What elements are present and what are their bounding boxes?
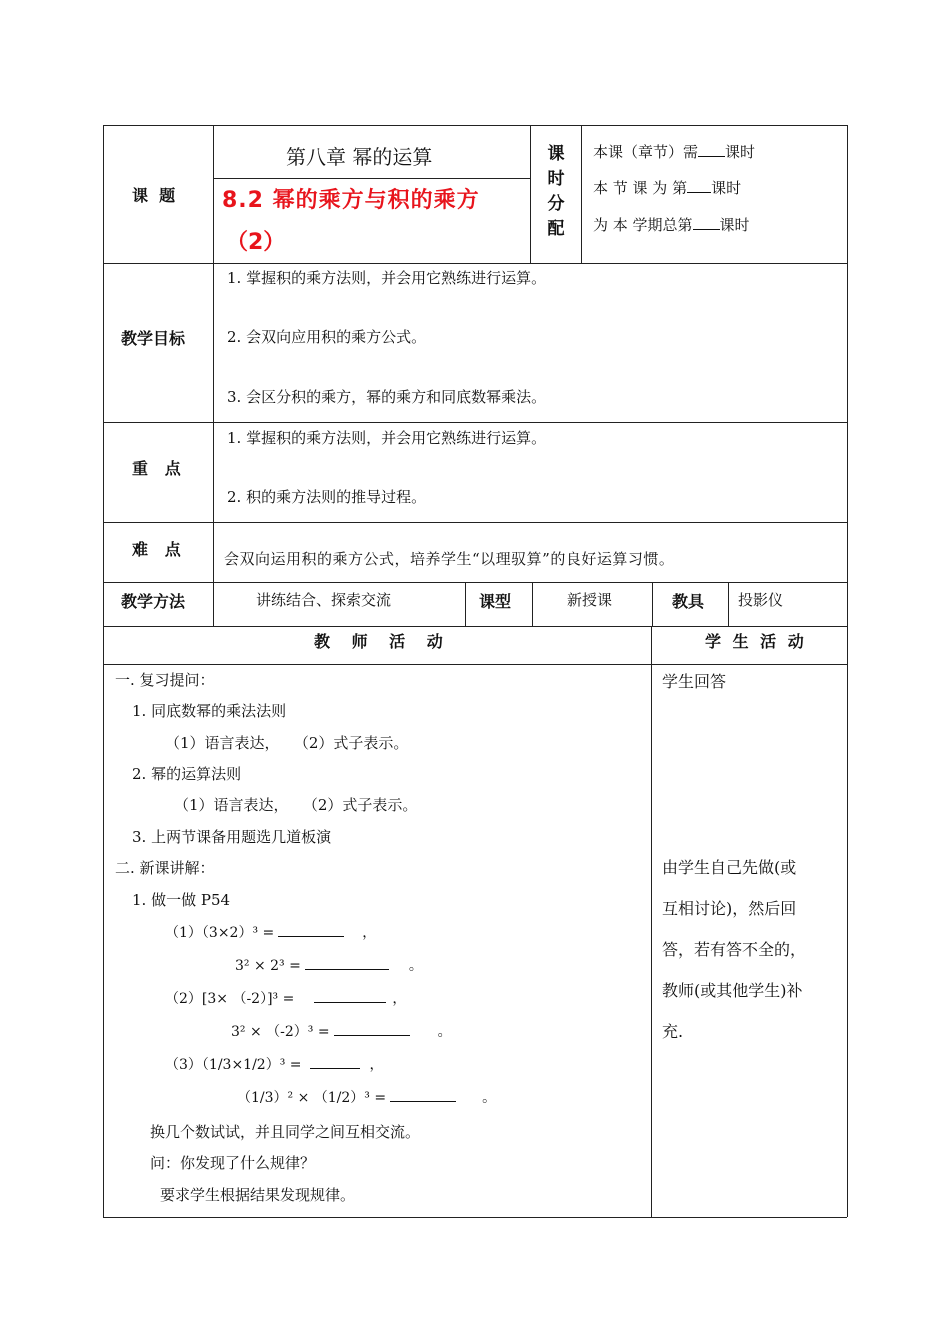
exercise-text: （1）（3×2）³ = bbox=[165, 925, 275, 941]
objective-item: 3. 会区分积的乘方，幂的乘方和同底数幂乘法。 bbox=[227, 388, 547, 406]
teacher-line: 3. 上两节课备用题选几道板演 bbox=[132, 828, 332, 846]
teacher-line: 换几个数试试，并且同学之间互相交流。 bbox=[150, 1123, 421, 1141]
section-title-line1: 8.2 幂的乘方与积的乘方 bbox=[222, 188, 480, 213]
chapter-title: 第八章 幂的运算 bbox=[286, 145, 433, 169]
activity-col-line bbox=[651, 626, 652, 1217]
time-line-2 bbox=[593, 177, 741, 198]
teacher-line: 2. 幂的运算法则 bbox=[132, 765, 242, 783]
method-col-line-3 bbox=[652, 582, 653, 626]
answer-blank bbox=[305, 955, 389, 970]
exercise-text: （1/3）² × （1/2）³ = bbox=[237, 1090, 387, 1106]
time-allocation-label: 课时分配 bbox=[547, 144, 565, 239]
time-line-3 bbox=[593, 214, 750, 235]
time-line-1 bbox=[593, 141, 755, 162]
exercise-punct: ， bbox=[369, 1057, 384, 1073]
student-note-line: 充. bbox=[662, 1022, 684, 1041]
exercise-punct: 。 bbox=[408, 958, 423, 974]
table-line-6 bbox=[103, 664, 847, 665]
table-border-bottom bbox=[103, 1217, 847, 1218]
title-col-right bbox=[530, 125, 531, 263]
time-line-3-text: 为 本 学期总第 bbox=[593, 216, 693, 234]
key-points-label: 重 点 bbox=[132, 459, 181, 478]
student-note-line: 答，若有答不全的， bbox=[662, 940, 807, 959]
exercise-line bbox=[165, 922, 376, 942]
time-line-2-unit: 课时 bbox=[711, 179, 742, 197]
blank bbox=[693, 215, 720, 230]
table-border-top bbox=[103, 125, 847, 126]
answer-blank bbox=[310, 1054, 360, 1069]
table-line-1 bbox=[103, 263, 847, 264]
blank bbox=[687, 178, 711, 193]
method-value: 讲练结合、探索交流 bbox=[256, 591, 392, 609]
teacher-line: 二. 新课讲解： bbox=[115, 859, 215, 877]
teacher-line: 一. 复习提问： bbox=[115, 671, 215, 689]
table-line-2 bbox=[103, 422, 847, 423]
teacher-line: 1. 做一做 P54 bbox=[132, 891, 231, 909]
teacher-line: 要求学生根据结果发现规律。 bbox=[160, 1186, 356, 1204]
exercise-line bbox=[237, 1087, 496, 1107]
method-col-line-1 bbox=[465, 582, 466, 626]
student-answer: 学生回答 bbox=[662, 672, 727, 691]
exercise-line bbox=[235, 955, 423, 975]
exercise-line bbox=[165, 1054, 384, 1074]
student-activity-header: 学 生 活 动 bbox=[705, 632, 807, 651]
student-note-line: 互相讨论)，然后回 bbox=[662, 899, 797, 918]
exercise-text: 3² × （-2）³ = bbox=[231, 1024, 330, 1040]
student-note-line: 教师(或其他学生)补 bbox=[662, 981, 803, 1000]
objective-item: 1. 掌握积的乘方法则，并会用它熟练进行运算。 bbox=[227, 269, 547, 287]
method-col-line-4 bbox=[728, 582, 729, 626]
exercise-text: （2）[3× （-2）]³ = bbox=[165, 991, 295, 1007]
alloc-col-right bbox=[581, 125, 582, 263]
teacher-activity-header: 教 师 活 动 bbox=[314, 632, 451, 651]
key-point-item: 2. 积的乘方法则的推导过程。 bbox=[227, 488, 427, 506]
teacher-line: （1）语言表达， （2）式子表示。 bbox=[165, 734, 409, 752]
title-divider bbox=[213, 178, 530, 179]
label-column-line bbox=[213, 125, 214, 626]
exercise-punct: 。 bbox=[437, 1024, 452, 1040]
difficulty-text: 会双向运用积的乘方公式，培养学生“以理驭算”的良好运算习惯。 bbox=[224, 550, 675, 568]
answer-blank bbox=[314, 988, 386, 1003]
exercise-line bbox=[231, 1021, 452, 1041]
answer-blank bbox=[334, 1021, 410, 1036]
exercise-text: 3² × 2³ = bbox=[235, 958, 301, 974]
student-note-line: 由学生自己先做(或 bbox=[662, 858, 797, 877]
tools-label: 教具 bbox=[672, 592, 705, 611]
objective-item: 2. 会双向应用积的乘方公式。 bbox=[227, 328, 427, 346]
answer-blank bbox=[278, 922, 344, 937]
answer-blank bbox=[390, 1087, 456, 1102]
exercise-punct: ， bbox=[392, 991, 407, 1007]
time-line-1-unit: 课时 bbox=[725, 143, 756, 161]
difficulty-label: 难 点 bbox=[132, 540, 181, 559]
exercise-punct: 。 bbox=[482, 1090, 497, 1106]
time-line-3-unit: 课时 bbox=[719, 216, 750, 234]
section-title-line2: （2） bbox=[226, 230, 286, 255]
table-line-4 bbox=[103, 582, 847, 583]
blank bbox=[698, 142, 725, 157]
topic-label: 课 题 bbox=[132, 186, 176, 205]
course-type-value: 新授课 bbox=[567, 591, 613, 609]
tools-value: 投影仪 bbox=[738, 591, 784, 609]
table-border-left bbox=[103, 125, 104, 1217]
method-col-line-2 bbox=[532, 582, 533, 626]
exercise-punct: ， bbox=[362, 925, 377, 941]
course-type-label: 课型 bbox=[479, 592, 512, 611]
teacher-line: 1. 同底数幂的乘法法则 bbox=[132, 702, 287, 720]
objectives-label: 教学目标 bbox=[121, 329, 186, 348]
time-line-1-text: 本课（章节）需 bbox=[593, 143, 699, 161]
teacher-line: （1）语言表达， （2）式子表示。 bbox=[174, 796, 418, 814]
table-border-right bbox=[847, 125, 848, 1217]
exercise-line bbox=[165, 988, 406, 1008]
exercise-text: （3）（1/3×1/2）³ = bbox=[165, 1057, 302, 1073]
method-label: 教学方法 bbox=[121, 592, 186, 611]
time-line-2-text: 本 节 课 为 第 bbox=[593, 179, 688, 197]
teacher-line: 问：你发现了什么规律？ bbox=[150, 1154, 316, 1172]
table-line-3 bbox=[103, 522, 847, 523]
table-line-5 bbox=[103, 626, 847, 627]
key-point-item: 1. 掌握积的乘方法则，并会用它熟练进行运算。 bbox=[227, 429, 547, 447]
